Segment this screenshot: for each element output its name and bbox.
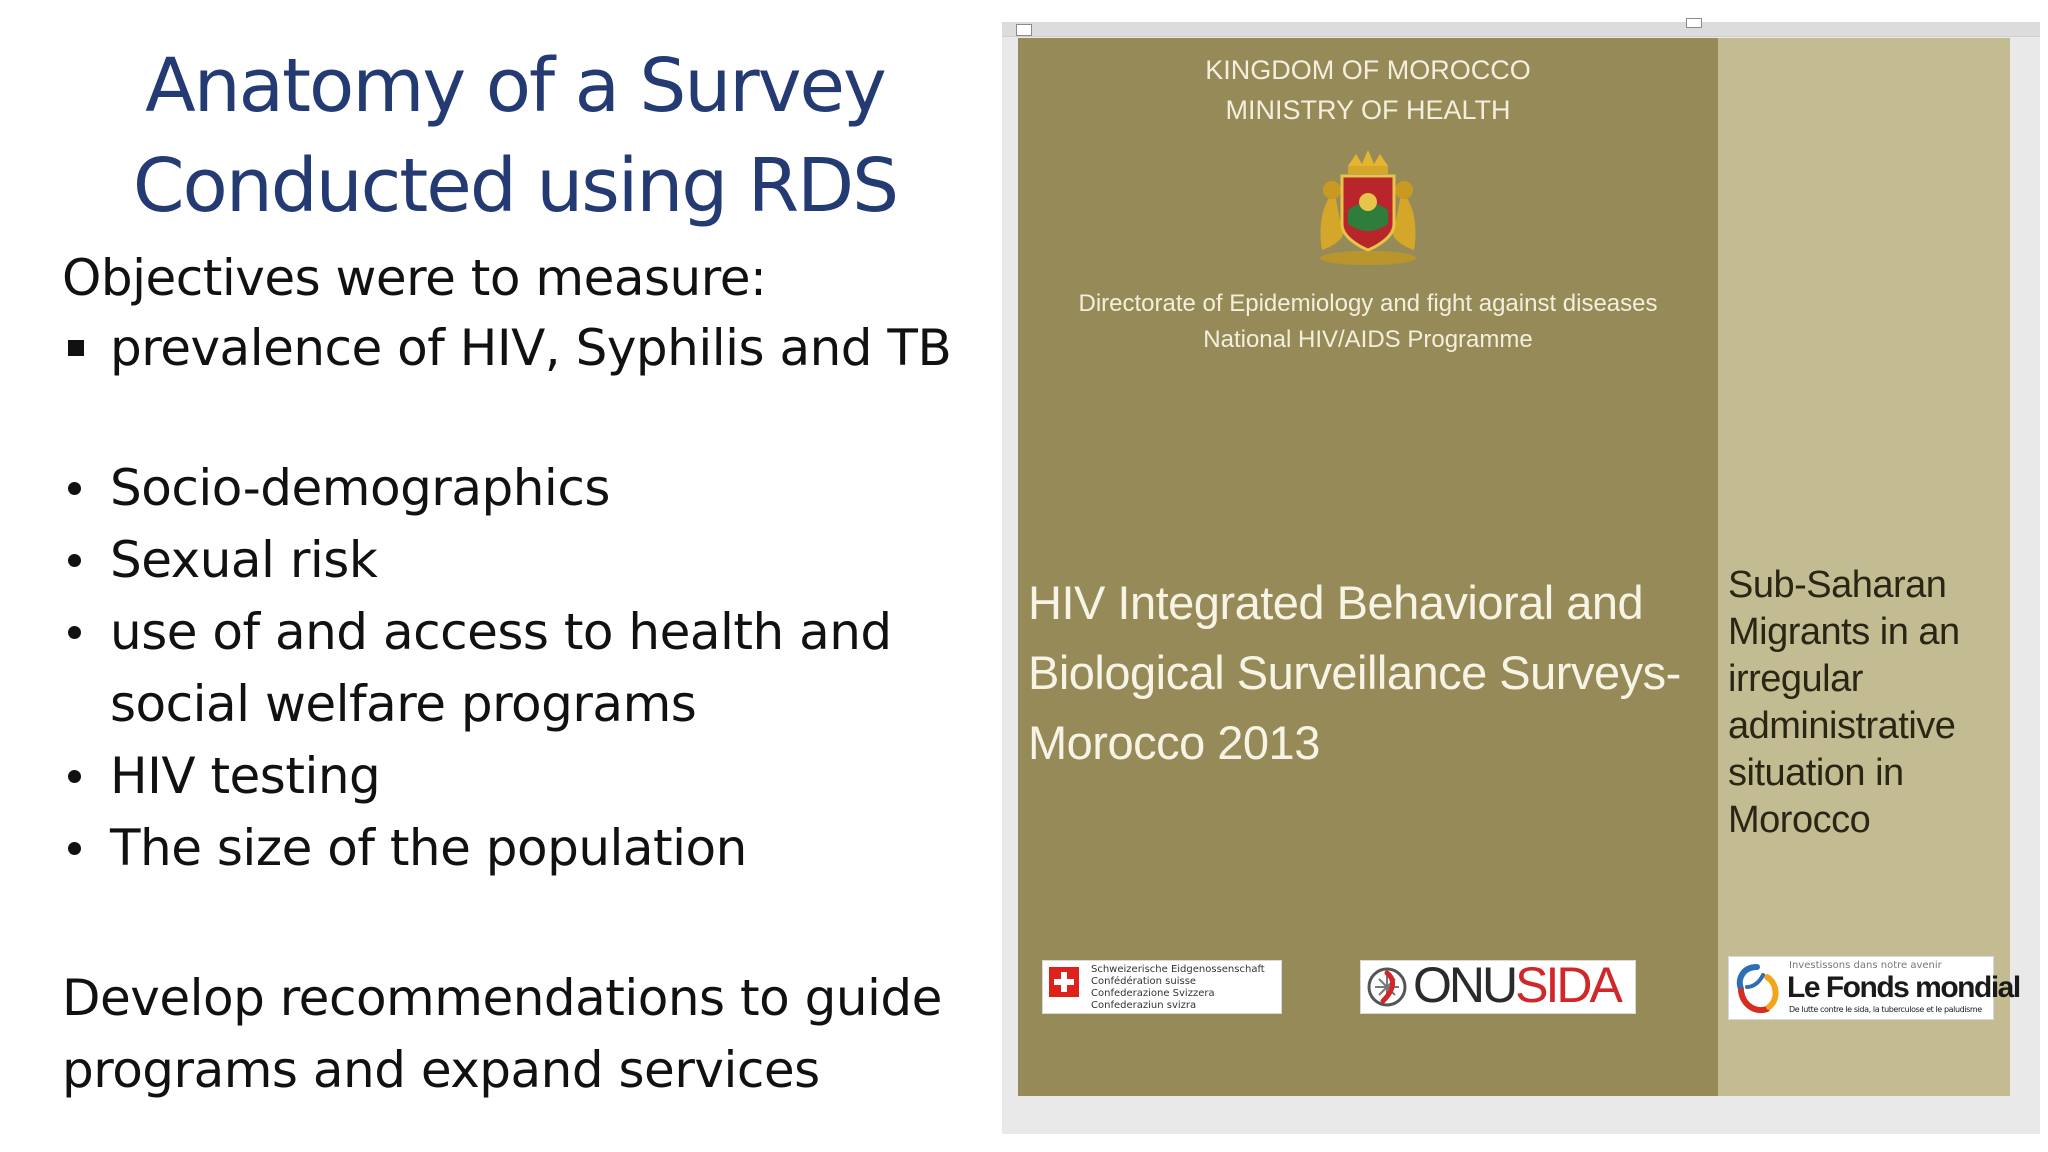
onusida-emblem-icon — [1365, 965, 1409, 1009]
side-title-line: Morocco — [1728, 799, 1871, 841]
onusida-logo — [1360, 957, 1636, 1014]
cover-main-panel — [1018, 38, 1718, 1096]
cover-title-line-1: HIV Integrated Behavioral and — [1028, 576, 1644, 629]
global-fund-logo — [1728, 956, 2020, 1020]
document-frame-border — [1002, 22, 2040, 37]
cover-title-line-2: Biological Surveillance Surveys- — [1028, 646, 1681, 699]
slide-title-line-2: Conducted using RDS — [132, 143, 898, 229]
bullet-text: use of and access to health and — [110, 603, 892, 661]
onusida-wordmark: ONUSIDA — [1413, 957, 1620, 1013]
swiss-logo-text: Schweizerische Eidgenossenschaft Confédération suisse Confederazione Svizzera Confederaziun svizra — [1091, 964, 1265, 1011]
resize-handle[interactable] — [1016, 24, 1032, 36]
bullet-text: HIV testing — [110, 747, 381, 805]
coat-of-arms-icon — [1308, 146, 1428, 266]
cover-ministry: MINISTRY OF HEALTH — [1225, 95, 1511, 125]
resize-handle[interactable] — [1686, 18, 1702, 28]
closing-line-1: Develop recommendations to guide — [62, 969, 942, 1027]
bullet-text: The size of the population — [110, 819, 747, 877]
side-title-line: Migrants in an — [1728, 611, 1960, 653]
cover-programme: National HIV/AIDS Programme — [1203, 326, 1533, 353]
global-fund-tagline-bottom: De lutte contre le sida, la tuberculose et le paludisme — [1789, 1005, 1982, 1014]
cover-directorate: Directorate of Epidemiology and fight against diseases — [1078, 290, 1658, 317]
closing-line-2: programs and expand services — [62, 1041, 820, 1099]
global-fund-name: Le Fonds mondial — [1787, 971, 2020, 1004]
cover-title-line-3: Morocco 2013 — [1028, 716, 1320, 769]
side-title-line: situation in — [1728, 752, 1904, 794]
side-title-line: irregular — [1728, 658, 1863, 700]
side-title-line: administrative — [1728, 705, 1956, 747]
objectives-heading: Objectives were to measure: — [62, 249, 767, 307]
global-fund-emblem-icon — [1733, 961, 1781, 1019]
slide-content — [0, 0, 990, 1152]
global-fund-tagline-top: Investissons dans notre avenir — [1789, 960, 1942, 971]
primary-bullet-text: prevalence of HIV, Syphilis and TB — [110, 319, 952, 377]
side-title-line: Sub-Saharan — [1728, 564, 1947, 606]
slide-title-line-1: Anatomy of a Survey — [145, 43, 885, 129]
bullet-text: Socio-demographics — [110, 459, 610, 517]
bullet-text-continued: social welfare programs — [110, 675, 697, 733]
cover-kingdom: KINGDOM OF MOROCCO — [1205, 55, 1531, 85]
cover-side-panel — [1718, 38, 2020, 1096]
bullet-text: Sexual risk — [110, 531, 378, 589]
swiss-confederation-logo — [1042, 960, 1282, 1014]
swiss-flag-icon — [1049, 967, 1079, 997]
